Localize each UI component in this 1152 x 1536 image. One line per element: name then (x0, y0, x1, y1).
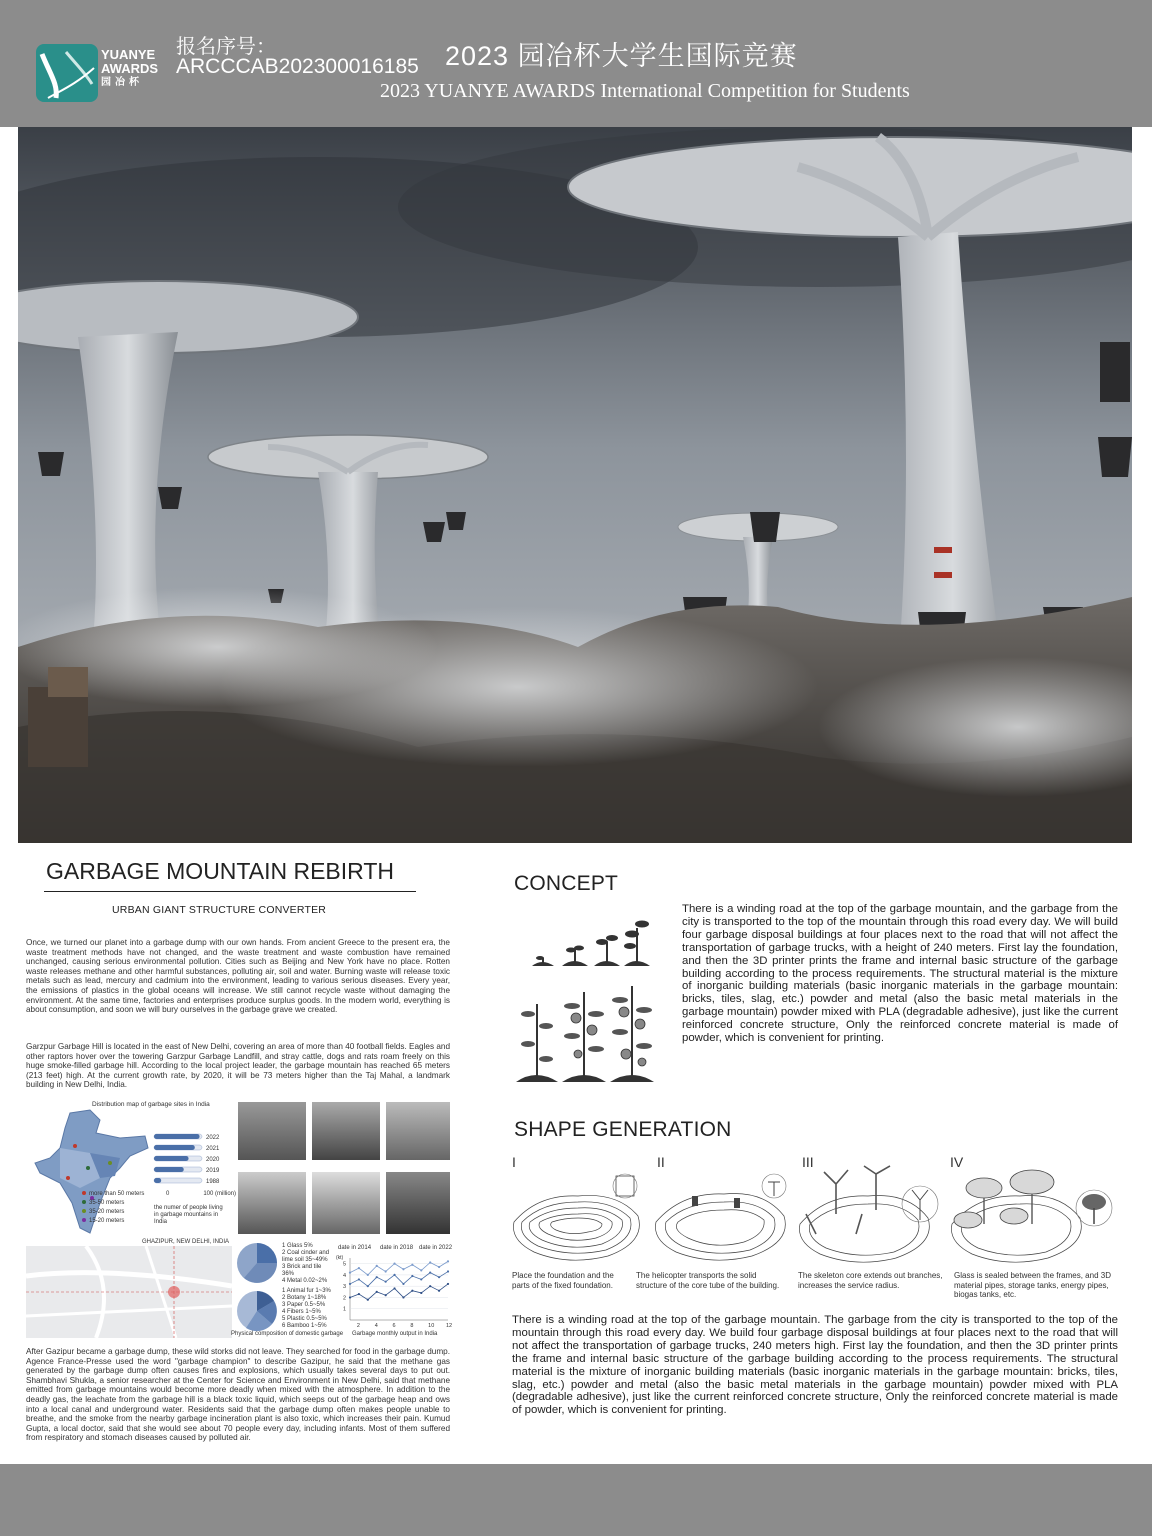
series-point (429, 1261, 431, 1263)
legend-item (82, 1208, 144, 1217)
bar-axis-min: 0 (166, 1191, 170, 1197)
step-numeral-3: III (802, 1154, 814, 1170)
step-4-diagram (948, 1164, 1114, 1268)
photo-garbage-5 (312, 1172, 380, 1234)
concept-text: There is a winding road at the top of the garbage mountain, and the garbage from the city is transported to the top of the mountain through this road every day. We will build four garbage disposal buildings at four places next to the road that will not affect the transportation of garbage trucks, with a height of 240 meters. First lay the foundation, and then the 3D printer prints the frame and internal basic structure of the garbage building according to the process requirements. The structural material is the mixture of inorganic building materials (basic inorganic materials in the garbage mountain: bricks, tiles, slag, etc.) powder and metal (also the basic metal materials in the garbage mountain) powder mixed with PLA (degradable adhesive), just like the current reinforced concrete structure, Only the reinforced concrete material is made of powder, which is convenient for printing. (682, 903, 1118, 1045)
pie-caption: Physical composition of domestic garbage (231, 1331, 344, 1337)
pie2-legend (282, 1288, 331, 1330)
series-point (376, 1276, 378, 1278)
people-bars-svg (152, 1130, 232, 1190)
shape-generation-heading: SHAPE GENERATION (514, 1118, 732, 1141)
bar-2021 (154, 1145, 195, 1150)
bar-axis-max: 100 (million) (203, 1191, 236, 1197)
location-label: GHAZIPUR, NEW DELHI, INDIA (142, 1239, 230, 1245)
registration-number: ARCCCAB202300016185 (176, 55, 419, 78)
title-underline (44, 891, 416, 892)
photo-garbage-1 (238, 1102, 306, 1160)
gazipur-paragraph: After Gazipur became a garbage dump, these wild storks did not leave. They searched for food in the garbage dump. Agence France-Presse used the word "garbage champion" to describe Gazipur, he said that the methane gas generated by the garbage dump often causes fires and explosions, which usually takes several days to put out. Shambhavi Shukla, a senior researcher at the Center for Science and Environment in New Delhi, said that methane emitted from garbage mountains would become more deadly when mixed with the atmosphere. In addition to the deadly gas, the leachate from the garbage hill is a black toxic liquid, which seeps out of the garbage heap and ows into a local canal and underground water. Residents said that the garbage dump often makes people unable to breathe, and the smoke from the nearby garbage incineration plant is also toxic, which increases their pain. Kumud Gupta, a local doctor, said that she would see about 70 people every day, including infants. Most of them suffered from respiratory and stomach diseases caused by polluted air. (26, 1347, 450, 1443)
bar-2019 (154, 1167, 184, 1172)
series-point (411, 1290, 413, 1292)
series-point (420, 1292, 422, 1294)
y-tick-label: 4 (343, 1272, 347, 1279)
people-bar-chart (152, 1130, 232, 1190)
competition-title-en: 2023 YUANYE AWARDS International Competition for Students (380, 80, 910, 102)
pie1-svg (236, 1242, 278, 1284)
x-tick-label: 8 (410, 1323, 414, 1329)
pie1-item: 2 Coal cinder and lime soil 35~49% (282, 1250, 330, 1263)
concept-heading: CONCEPT (514, 872, 619, 895)
step-numeral-1: I (512, 1154, 516, 1170)
legend-item (82, 1199, 144, 1208)
y-tick-label: 2 (343, 1295, 347, 1302)
bar-1988 (154, 1178, 161, 1183)
series-point (393, 1287, 395, 1289)
step-numeral-4: IV (950, 1154, 964, 1170)
terrain-canopy-icon (948, 1164, 1114, 1268)
bar-2020 (154, 1156, 189, 1161)
step-1-diagram (508, 1172, 654, 1268)
series-point (385, 1270, 387, 1272)
series-point (447, 1283, 449, 1285)
y-tick-label: 5 (343, 1261, 347, 1268)
series-point (349, 1272, 351, 1274)
bar-year-label: 1988 (206, 1179, 220, 1185)
series-point (358, 1267, 360, 1269)
series-point (438, 1276, 440, 1278)
pie2-item: 6 Bamboo 1~5% (282, 1323, 327, 1329)
photo-garbage-4 (238, 1172, 306, 1234)
terrain-contour-icon (508, 1172, 654, 1268)
series-point (420, 1269, 422, 1271)
legend-dot-icon (82, 1191, 86, 1195)
series-point (411, 1275, 413, 1277)
series-point (385, 1294, 387, 1296)
photo-garbage-3 (386, 1102, 450, 1160)
series-point (393, 1274, 395, 1276)
series-line-2 (350, 1261, 448, 1275)
series-point (411, 1264, 413, 1266)
intro-paragraph: Once, we turned our planet into a garbage dump with our own hands. From ancient Greece to the present era, the waste treatment methods have not changed, and the waste treatment and waste combustion have remained unchanged, causing serious environmental pollution. Cities such as Beijing and New York have no place. Rotten waste releases methane and other harmful substances, polluting air, soil and water. Burning waste will release toxic metals such as lead, mercury and cadmium into the environment, leading to various serious diseases. Every year, the emissions of plastics in the global oceans will increase. We still cannot recycle waste without damaging the environment. At the same time, factories and enterprises produce surplus goods. In the modern world, everything is about consumption, and soon we will bury ourselves in the garbage grave we created. (26, 938, 450, 1015)
pie-chart-2 (236, 1290, 278, 1332)
legend-label: 15-20 meters (89, 1218, 125, 1224)
series-point (402, 1268, 404, 1270)
series-point (349, 1296, 351, 1298)
bar-axis (166, 1190, 236, 1198)
series-point (438, 1290, 440, 1292)
x-tick-label: 2 (356, 1323, 360, 1329)
logo-line1: YUANYE (101, 47, 156, 62)
y-tick-label: 1 (343, 1306, 347, 1313)
logo-text (101, 48, 158, 90)
pie2-item: 4 Fibers 1~5% (282, 1309, 321, 1315)
series-point (429, 1285, 431, 1287)
step-3-caption: The skeleton core extends out branches, increases the service radius. (798, 1271, 943, 1290)
series-point (358, 1293, 360, 1295)
legend-label: 35-50 meters (89, 1200, 125, 1206)
step-3-diagram (796, 1164, 944, 1268)
step-2-caption: The helicopter transports the solid structure of the core tube of the building. (636, 1271, 780, 1290)
legend-item (82, 1190, 144, 1199)
logo-line2: AWARDS (101, 61, 159, 76)
series-point (367, 1274, 369, 1276)
series-line-1 (350, 1272, 448, 1287)
footer-bar (0, 1464, 1152, 1536)
project-title: GARBAGE MOUNTAIN REBIRTH (46, 858, 395, 884)
legend-dot-icon (82, 1200, 86, 1204)
series-point (385, 1281, 387, 1283)
series-point (402, 1283, 404, 1285)
step-4-caption: Glass is sealed between the frames, and 3D material pipes, storage tanks, energy pipes, biogas tanks, etc. (954, 1271, 1111, 1299)
logo-cn: 园冶杯 (101, 77, 143, 88)
series-point (358, 1278, 360, 1280)
garzpur-paragraph: Garzpur Garbage Hill is located in the east of New Delhi, covering an area of more than 40 football fields. Eagles and other raptors hover over the towering Garzpur Garbage Landfill, and stray cattle, dogs and rats roam freely on this huge smoke-filled garbage hill. According to the local project leader, the garbage mountain has reached 65 meters (213 feet) high. At the current growth rate, by 2020, it will be 73 meters higher than the Taj Mahal, a landmark building in New Delhi, India. (26, 1042, 450, 1090)
pie1-item: 4 Metal 0.02~2% (282, 1278, 328, 1284)
legend-label: 35-20 meters (89, 1209, 125, 1215)
bar-year-label: 2020 (206, 1157, 220, 1163)
legend-dot-icon (82, 1218, 86, 1222)
step-numeral-2: II (657, 1154, 665, 1170)
line-series-label-2018: date in 2018 (380, 1245, 414, 1251)
step-2-diagram (652, 1172, 798, 1268)
pie2-item: 5 Plastic 0.5~5% (282, 1316, 327, 1322)
bar-year-label: 2021 (206, 1146, 220, 1152)
series-point (376, 1265, 378, 1267)
shape-generation-text: There is a winding road at the top of the garbage mountain. The garbage from the city is transported to the top of the mountain through this road every day. We build four garbage disposal buildings at four places next to the road that will not affect the transportation of garbage trucks, 240 meters high. First lay the foundation, and then the 3D printer prints the frame and internal basic structure of the garbage building according to the process requirements. The structural material is the mixture of inorganic building materials (basic inorganic materials in the garbage mountain: bricks, tiles, slag, etc.) powder and metal (also the basic metal materials in the garbage mountain) powder mixed with PLA (degradable adhesive), just like the current reinforced concrete structure, Only the reinforced concrete material is made of powder, which is convenient for printing. (512, 1314, 1118, 1417)
y-tick-label: 3 (343, 1284, 347, 1291)
line-series-label-2022: date in 2022 (419, 1245, 453, 1251)
yuanye-logo (36, 44, 98, 102)
bar-year-label: 2019 (206, 1168, 220, 1174)
series-point (367, 1285, 369, 1287)
pie1-item: 3 Brick and tile 36% (282, 1264, 322, 1277)
x-tick-label: 4 (374, 1323, 378, 1329)
pie-chart-1 (236, 1242, 278, 1284)
map-legend (82, 1190, 144, 1226)
line-series-label-2014: date in 2014 (338, 1245, 372, 1251)
bar-caption: the numer of people living in garbage mountains in India (154, 1205, 223, 1225)
ghazipur-map (26, 1246, 232, 1338)
series-point (393, 1263, 395, 1265)
hero-scene-illustration (18, 127, 1132, 843)
pie1-item: 1 Glass 5% (282, 1243, 313, 1249)
pie2-item: 1 Animal fur 1~3% (282, 1288, 331, 1294)
hero-rendering (18, 127, 1132, 843)
pie2-item: 3 Paper 0.5~5% (282, 1302, 326, 1308)
photo-garbage-2 (312, 1102, 380, 1160)
series-point (367, 1299, 369, 1301)
registration-label: 报名序号： (176, 36, 276, 58)
series-point (447, 1260, 449, 1262)
x-tick-label: 12 (446, 1323, 452, 1329)
y-axis-label: (kt) (336, 1255, 344, 1261)
series-point (420, 1278, 422, 1280)
bar-year-label: 2022 (206, 1135, 220, 1141)
x-tick-label: 6 (392, 1323, 396, 1329)
legend-dot-icon (82, 1209, 86, 1213)
terrain-core-icon (652, 1172, 798, 1268)
monthly-output-chart (334, 1252, 452, 1330)
bar-2022 (154, 1134, 200, 1139)
step-1-caption: Place the foundation and the parts of the fixed foundation. (512, 1271, 614, 1290)
project-subtitle: URBAN GIANT STRUCTURE CONVERTER (112, 904, 327, 916)
series-point (349, 1283, 351, 1285)
line-caption: Garbage monthly output in India (352, 1331, 438, 1337)
legend-item (82, 1217, 144, 1226)
plant-growth-icon (516, 914, 656, 1084)
terrain-branches-icon (796, 1164, 944, 1268)
series-point (376, 1291, 378, 1293)
legend-label: more than 50 meters (89, 1191, 145, 1197)
pie1-legend (282, 1243, 334, 1285)
photo-garbage-6 (386, 1172, 450, 1234)
concept-plant-illustration (516, 914, 656, 1084)
pie2-item: 2 Botany 1~18% (282, 1295, 327, 1301)
series-point (402, 1296, 404, 1298)
series-point (438, 1266, 440, 1268)
series-point (429, 1272, 431, 1274)
street-map-icon (26, 1246, 232, 1338)
map-title: Distribution map of garbage sites in India (92, 1101, 210, 1108)
x-tick-label: 10 (428, 1323, 435, 1329)
logo-mark-icon (36, 44, 98, 102)
pie2-svg (236, 1290, 278, 1332)
series-point (447, 1270, 449, 1272)
competition-title-cn: 2023 园冶杯大学生国际竞赛 (445, 41, 798, 71)
line-chart-svg (334, 1252, 452, 1330)
